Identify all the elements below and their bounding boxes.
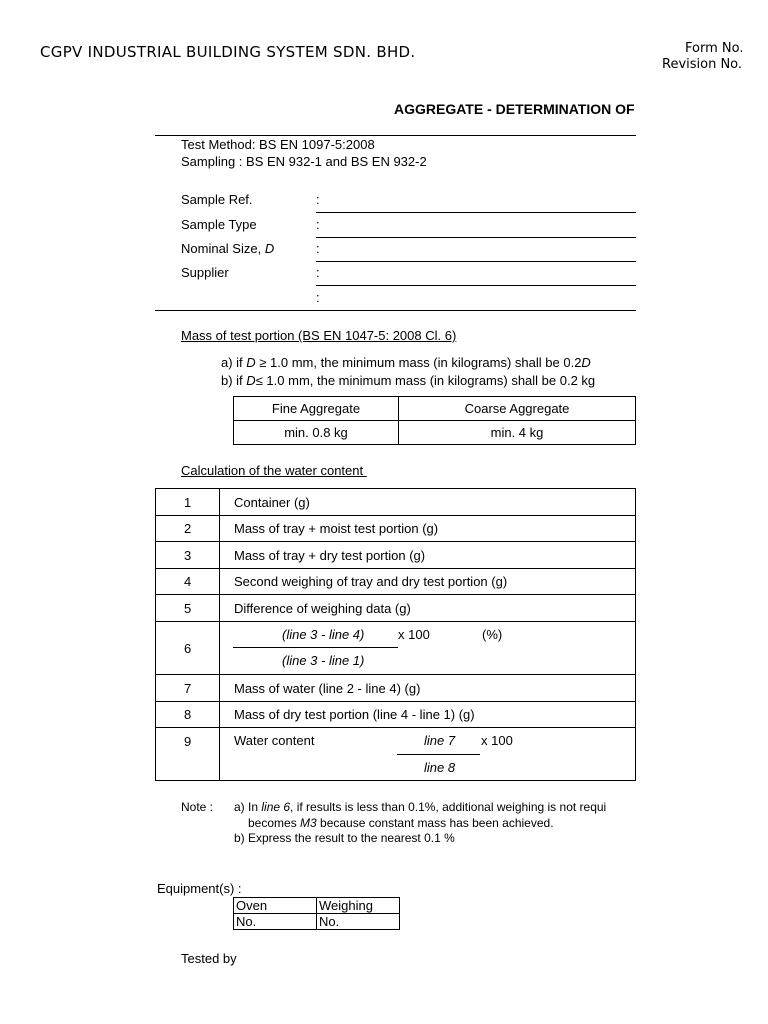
- table-row: [156, 622, 636, 675]
- note-a-italic: line 6: [261, 800, 291, 814]
- supplier-underline: [316, 285, 636, 286]
- note-a2-pre: becomes: [248, 816, 301, 830]
- mass-rule-a-post: ≥ 1.0 mm, the minimum mass (in kilograms) shall be 0.2: [255, 355, 582, 370]
- formula-unit: (%): [482, 627, 503, 642]
- table-row: [156, 542, 636, 569]
- row-description: Mass of tray + dry test portion (g): [220, 542, 636, 569]
- form-number-label: Form No.: [685, 41, 744, 56]
- table-row: [156, 675, 636, 702]
- sample-type-label: Sample Type: [181, 217, 257, 232]
- row-formula: [220, 622, 636, 675]
- row-formula: [220, 728, 636, 781]
- row-number: 3: [156, 542, 220, 569]
- supplier-colon: :: [316, 265, 320, 280]
- formula-numerator: (line 3 - line 4): [282, 627, 365, 642]
- supplier-value[interactable]: [330, 265, 630, 281]
- row-description: Container (g): [220, 489, 636, 516]
- row-number: 7: [156, 675, 220, 702]
- calc-heading: Calculation of the water content: [181, 463, 367, 478]
- water-content-fraction-bar: [397, 754, 480, 755]
- row-number: 8: [156, 702, 220, 728]
- percent-difference-formula: [234, 622, 635, 674]
- table-row: [156, 569, 636, 595]
- row-description: Mass of water (line 2 - line 4) (g): [220, 675, 636, 702]
- mass-rule-a-pre: a) if: [221, 355, 247, 370]
- formula-denominator: (line 3 - line 1): [282, 653, 365, 668]
- mass-rule-a-end: D: [581, 355, 591, 370]
- sample-type-colon: :: [316, 217, 320, 232]
- formula-multiplier: x 100: [398, 627, 430, 642]
- supplier-label: Supplier: [181, 265, 229, 280]
- fine-aggregate-min: min. 0.8 kg: [234, 421, 399, 445]
- coarse-aggregate-header: Coarse Aggregate: [399, 397, 636, 421]
- row-number: 1: [156, 489, 220, 516]
- sampling-method: Sampling : BS EN 932-1 and BS EN 932-2: [181, 154, 427, 169]
- note-a2-italic: M3: [300, 816, 317, 830]
- equipment-table: [233, 897, 400, 930]
- row-number: 5: [156, 595, 220, 622]
- nominal-size-label-text: Nominal Size,: [181, 241, 265, 256]
- row-number: 4: [156, 569, 220, 595]
- row-number: 2: [156, 516, 220, 542]
- mass-rule-b-var: D: [246, 373, 256, 388]
- sample-type-underline: [316, 237, 636, 238]
- sample-section-rule: [155, 310, 636, 311]
- nominal-size-colon: :: [316, 241, 320, 256]
- nominal-size-label: [181, 241, 274, 256]
- note-a-continued: [248, 816, 554, 830]
- equipment-header-row: [234, 898, 400, 914]
- formula-fraction-bar: [233, 647, 398, 648]
- fine-aggregate-header: Fine Aggregate: [234, 397, 399, 421]
- mass-heading: Mass of test portion (BS EN 1047-5: 2008 Cl. 6): [181, 328, 457, 343]
- note-a2-post: because constant mass has been achieved.: [316, 816, 554, 830]
- note-a-post: , if results is less than 0.1%, additional weighing is not requi: [290, 800, 607, 814]
- mass-rule-a-var: D: [246, 355, 256, 370]
- sample-ref-label: Sample Ref.: [181, 192, 253, 207]
- min-mass-value-row: [234, 421, 636, 445]
- water-content-numerator: line 7: [424, 733, 456, 748]
- table-row: [156, 595, 636, 622]
- row-description: Mass of dry test portion (line 4 - line 1) (g): [220, 702, 636, 728]
- row-description: Difference of weighing data (g): [220, 595, 636, 622]
- row-number: 6: [156, 622, 220, 675]
- nominal-size-label-var: D: [264, 241, 275, 256]
- row-description: Second weighing of tray and dry test portion (g): [220, 569, 636, 595]
- weighing-number[interactable]: No.: [317, 914, 400, 930]
- sample-ref-colon: :: [316, 192, 320, 207]
- equipment-number-row: [234, 914, 400, 930]
- oven-number[interactable]: No.: [234, 914, 317, 930]
- title-rule: [155, 135, 636, 136]
- sample-ref-underline: [316, 212, 636, 213]
- mass-rule-b: [221, 373, 636, 388]
- table-row: [156, 702, 636, 728]
- nominal-size-value[interactable]: [330, 241, 630, 257]
- min-mass-header-row: [234, 397, 636, 421]
- row-number: 9: [156, 728, 220, 781]
- note-a-pre: a) In: [234, 800, 262, 814]
- mass-rule-a: [221, 355, 636, 370]
- table-row: [156, 489, 636, 516]
- mass-rule-b-post: ≤ 1.0 mm, the minimum mass (in kilograms) shall be 0.2 kg: [255, 373, 596, 388]
- nominal-size-underline: [316, 261, 636, 262]
- equipment-label: Equipment(s) :: [157, 881, 242, 896]
- tested-by-label: Tested by: [181, 951, 237, 966]
- water-content-table: [155, 488, 636, 781]
- water-content-label: Water content: [234, 733, 315, 748]
- table-row: [156, 516, 636, 542]
- water-content-denominator: line 8: [424, 760, 456, 775]
- oven-header: Oven: [234, 898, 317, 914]
- test-method: Test Method: BS EN 1097-5:2008: [181, 137, 375, 152]
- water-content-multiplier: x 100: [481, 733, 513, 748]
- note-b: b) Express the result to the nearest 0.1 %: [234, 831, 455, 845]
- document-title: AGGREGATE - DETERMINATION OF: [394, 101, 635, 117]
- weighing-header: Weighing: [317, 898, 400, 914]
- row-description: Mass of tray + moist test portion (g): [220, 516, 636, 542]
- extra-field-colon: :: [316, 290, 320, 305]
- sample-type-value[interactable]: [330, 217, 630, 233]
- company-name: CGPV INDUSTRIAL BUILDING SYSTEM SDN. BHD.: [40, 43, 416, 61]
- water-content-formula: [234, 728, 635, 780]
- note-label: Note :: [181, 800, 214, 814]
- extra-field-value[interactable]: [330, 290, 630, 306]
- min-mass-table: [233, 396, 636, 445]
- note-a: [234, 800, 636, 814]
- table-row: [156, 728, 636, 781]
- sample-ref-value[interactable]: [330, 192, 630, 208]
- revision-number-label: Revision No.: [662, 57, 743, 69]
- mass-rule-b-pre: b) if: [221, 373, 247, 388]
- coarse-aggregate-min: min. 4 kg: [399, 421, 636, 445]
